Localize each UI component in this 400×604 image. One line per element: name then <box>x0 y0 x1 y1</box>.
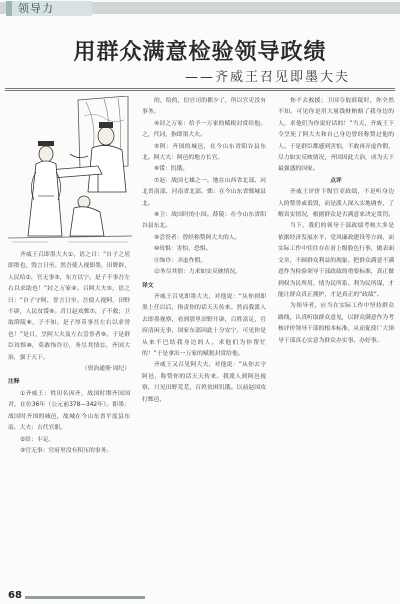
section-header <box>0 0 400 22</box>
note-9: ⑨尝誉者：曾经称赞阿大夫的人。 <box>154 234 241 241</box>
source-citation: （资治通鉴·周纪） <box>81 366 130 373</box>
note-1: ①齐威王：姓田名因齐，战国时期齐国国君，在位36年（公元前378—342年）。即墨：战国时齐国的城邑，故城在今山东省平度县东南。大夫：古代官职。 <box>8 390 130 432</box>
note-3: ③官无事：官府里没有积压的事务。 <box>20 447 113 454</box>
note-11: ⑪饰诈：弄虚作假。 <box>154 257 207 264</box>
text-column-2 <box>142 96 266 406</box>
article-title: 用群众满意检验领导政绩 <box>73 40 327 65</box>
note-5: ⑤阿：齐国的城邑，在今山东省阳谷县东北。阿大夫：阿邑的地方长官。 <box>142 143 266 162</box>
text-column-3 <box>278 96 394 347</box>
page-number: 68 <box>8 590 22 601</box>
translation-paragraph-1: 齐威王召见即墨大夫，对他说：“从你到即墨上任以后，指责你的话天天传来。然而我派人去即墨视察，看到那里田野开辟，百姓富足，官府清闲无事，国家东部因此十分安宁。可见你是从来不巴结我身边的人，求他们为你帮忙的！”于是拿出一万家的赋税封赏给他。 <box>142 293 266 357</box>
translation-paragraph-3: 你不去救援；卫国夺取薛陵时，你全然不知。可见你是用大量钱财贿赂了我身边的人，求他们为你说好话的！”当天，齐威王下令烹死了阿大夫和自己身边曾经称赞过他的人。于是群臣都感到害怕，不敢再弄虚作假，尽力如实反映情况，齐国因此大治，成为天下最强盛的国家。 <box>278 98 394 173</box>
note-3-continued: 的，给的，衍官司的都少了，所以官吏没有事务。 <box>142 98 266 116</box>
commentary-heading: 点评 <box>330 177 342 184</box>
note-4: ④封之万家：给予一万家的赋税封赏给他。之，代词，指即墨大夫。 <box>142 120 266 139</box>
note-7: ⑦赵：战国七雄之一。地在山西省北部、河北省南部、河南省北部。鄄：在今山东省鄄城县北。 <box>142 177 266 207</box>
section-label: 领导力 <box>18 2 54 15</box>
commentary-paragraph-2: 当下，我们的领导干部政绩考核大多是依据经济发展水平、党风廉政建设等方面，而实际工作中往往存在看上级脸色行事，做表面文章，不顾群众利益的现象。把群众满意不满意作为检验领导干部政绩的重要标准，真正做到权为民所用、情为民所系、利为民所谋，才能让群众真正拥护，才是真正的“政绩”。 <box>278 223 394 298</box>
article-subtitle: ——齐威王召见即墨大夫 <box>184 70 350 85</box>
title-rule-bottom <box>5 90 395 91</box>
note-8: ⑧卫：战国时的小国。薛陵：在今山东省阳谷县东北。 <box>142 212 266 230</box>
note-12: ⑫务尽其情：力求如实反映情况。 <box>154 269 241 276</box>
text-column-1 <box>8 250 130 457</box>
translation-heading: 译文 <box>142 282 154 289</box>
title-rule-top <box>5 88 395 89</box>
note-6: ⑥馁：饥饿。 <box>154 166 189 173</box>
note-10: ⑩耸惧：害怕，恐惧。 <box>154 246 212 253</box>
page-footer-bar <box>25 596 145 599</box>
original-text: 齐威王召即墨大夫①，语之曰：“自子之居即墨也，毁言日至。然吾使人视即墨，田野辟，人民给②，官无事③，东方以宁。是子不事吾左右以求助也！”封之万家④。召阿大夫⑤，语之曰：“自子守阿，誉言日至。吾使人视阿，田野不辟，人民贫馁⑥。昔日赵攻鄄⑦，子不救；卫取薛陵⑧，子不知。是子厚币事吾左右以求誉也！”是日，烹阿大夫及左右尝誉者⑨。于是群臣耸惧⑩，莫敢饰诈⑪，务尽其情⑫，齐国大治，强于天下。 <box>8 252 130 361</box>
commentary-paragraph-1: 齐威王评价下级官吏政绩，不是听身边人的赞誉或诋毁，而是派人深入实地调查，了解真实情况，根据群众是否满意来决定赏罚。 <box>278 189 394 219</box>
notes-heading: 注释 <box>8 379 20 386</box>
translation-paragraph-2: 齐威王又召见阿大夫，对他说：“从你去守阿邑，称赞你的话天天传来。我派人到阿邑视察，只见田野荒芜，百姓贫困饥饿。以前赵国攻打鄄邑， <box>142 362 266 403</box>
commentary-paragraph-3: 为领导者，应当在实际工作中坚持群众路线，认真听取群众意见，以群众满意作为考核评价领导干部的根本标准，从而促使广大领导干部真心实意为群众办实事、办好事。 <box>278 303 394 344</box>
historical-illustration <box>8 96 132 246</box>
note-2: ②给：丰足。 <box>20 436 55 443</box>
